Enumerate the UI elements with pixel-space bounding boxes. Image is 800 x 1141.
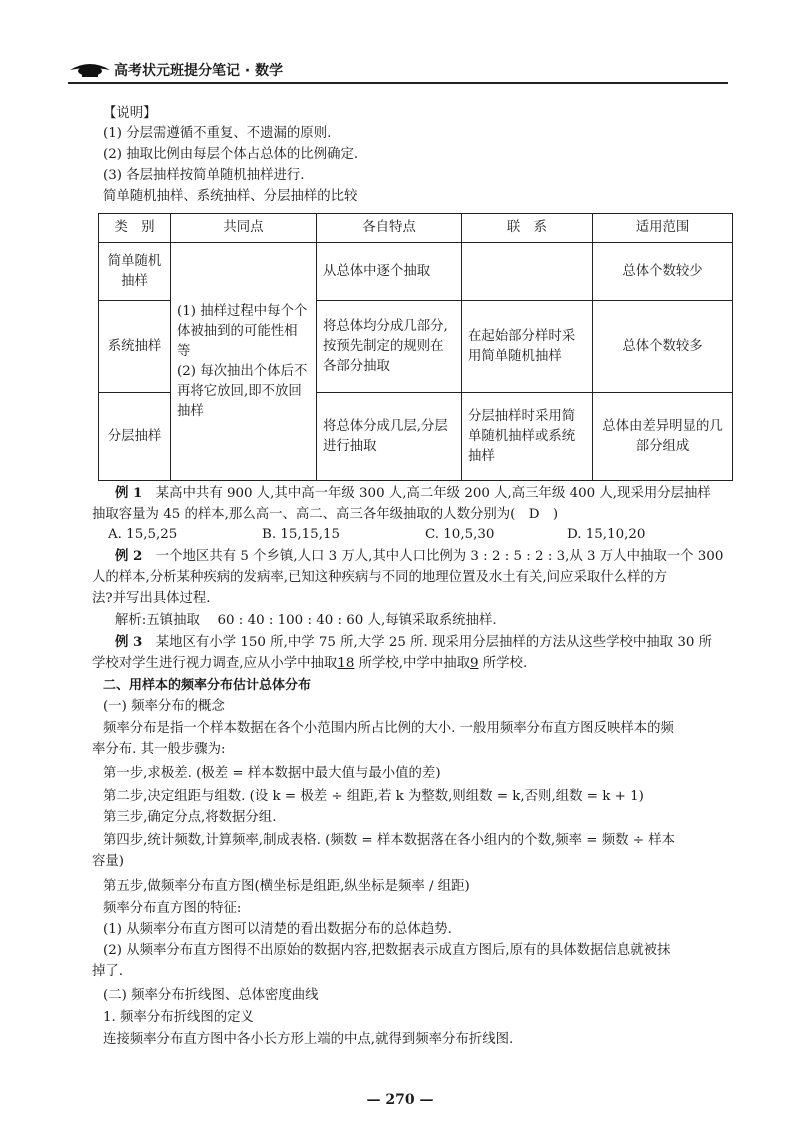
scope-cell: 总体个数较少	[593, 243, 733, 301]
example-3-label: 例 3	[115, 634, 143, 650]
category-cell: 分层抽样	[99, 393, 171, 481]
common-cell	[171, 243, 317, 481]
feature-2-continued: 掉了.	[92, 964, 124, 979]
section-2-title: 二、用样本的频率分布估计总体分布	[103, 678, 312, 693]
step-4: 第四步,统计频数,计算频率,制成表格. (频数 = 样本数据落在各小组内的个数,频率 = 频数 ÷ 样本	[103, 833, 676, 848]
example-2-line-3: 法?并写出具体过程.	[92, 591, 211, 606]
table-row	[99, 243, 733, 301]
definition-line-1: 频率分布是指一个样本数据在各个小范围内所占比例的大小. 一般用频率分布直方图反映样本的频	[103, 721, 674, 736]
feature-cell: 从总体中逐个抽取	[317, 243, 462, 301]
features-title: 频率分布直方图的特征:	[103, 901, 242, 916]
note-item-2: (2) 抽取比例由每层个体占总体的比例确定.	[103, 147, 359, 162]
example-1-option-a: A. 15,5,25	[108, 527, 178, 542]
step-4-continued: 容量)	[92, 854, 125, 869]
definition-line-2: 率分布. 其一般步骤为:	[92, 742, 226, 757]
definition-text: 连接频率分布直方图中各小长方形上端的中点,就得到频率分布折线图.	[103, 1032, 514, 1047]
category-cell: 系统抽样	[99, 301, 171, 393]
step-1: 第一步,求极差. (极差 = 样本数据中最大值与最小值的差)	[103, 766, 441, 781]
note-item-3: (3) 各层抽样按简单随机抽样进行.	[103, 168, 305, 183]
header-title: 高考状元班提分笔记 · 数学	[114, 63, 284, 79]
relation-cell	[462, 243, 593, 301]
primary-school-answer: 18	[337, 656, 355, 671]
example-1-option-d: D. 15,10,20	[567, 527, 646, 542]
feature-cell: 将总体均分成几部分,按预先制定的规则在各部分抽取	[317, 301, 462, 393]
example-2-label: 例 2	[115, 548, 143, 564]
feature-2: (2) 从频率分布直方图得不出原始的数据内容,把数据表示成直方图后,原有的具体数据信息就被抹	[103, 943, 671, 958]
example-1-option-c: C. 10,5,30	[425, 527, 495, 542]
header-category: 类 别	[99, 214, 171, 243]
header-feature: 各自特点	[317, 214, 462, 243]
example-2-line-1: 例 2 一个地区共有 5 个乡镇,人口 3 万人,其中人口比例为 3 : 2 : 5 : 2 : 3,从 3 万人中抽取一个 300	[115, 548, 724, 564]
common-point-2: (2) 每次抽出个体后不再将它放回,即不放回抽样	[177, 363, 308, 419]
example-1-line-1: 例 1 某高中共有 900 人,其中高一年级 300 人,高二年级 200 人,高三年级 400 人,现采用分层抽样	[115, 485, 711, 501]
section-2-sub-1: (一) 频率分布的概念	[103, 699, 225, 714]
graduation-cap-icon	[68, 58, 112, 80]
definition-heading: 1. 频率分布折线图的定义	[103, 1010, 254, 1025]
header-scope: 适用范围	[593, 214, 733, 243]
example-2-solution: 解析:五镇抽取 60 : 40 : 100 : 40 : 60 人,每镇采取系统抽样.	[115, 613, 497, 628]
step-3: 第三步,确定分点,将数据分组.	[103, 810, 277, 825]
feature-1: (1) 从频率分布直方图可以清楚的看出数据分布的总体趋势.	[103, 922, 452, 937]
table-header-row	[99, 214, 733, 243]
example-1-line-2: 抽取容量为 45 的样本,那么高一、高二、高三各年级抽取的人数分别为( D )	[92, 507, 559, 522]
step-5: 第五步,做频率分布直方图(横坐标是组距,纵坐标是频率 / 组距)	[103, 879, 470, 894]
step-2: 第二步,决定组距与组数. (设 k = 极差 ÷ 组距,若 k 为整数,则组数 = k,否则,组数 = k + 1)	[103, 789, 644, 804]
example-3-line-2: 学校对学生进行视力调查,应从小学中抽取18 所学校,中学中抽取9 所学校.	[92, 656, 528, 671]
example-1-label: 例 1	[115, 485, 143, 501]
page-header	[68, 56, 728, 82]
header-rule	[68, 82, 728, 84]
sampling-comparison-table	[98, 213, 733, 481]
relation-cell: 分层抽样时采用简单随机抽样或系统抽样	[462, 393, 593, 481]
section-2-sub-2: (二) 频率分布折线图、总体密度曲线	[103, 988, 319, 1003]
common-point-1: (1) 抽样过程中每个个体被抽到的可能性相等	[177, 303, 308, 359]
feature-cell: 将总体分成几层,分层进行抽取	[317, 393, 462, 481]
example-2-line-2: 人的样本,分析某种疾病的发病率,已知这种疾病与不同的地理位置及水土有关,问应采取什么样的方	[92, 570, 668, 585]
example-3-line-1: 例 3 某地区有小学 150 所,中学 75 所,大学 25 所. 现采用分层抽样的方法从这些学校中抽取 30 所	[115, 634, 713, 650]
table-caption: 简单随机抽样、系统抽样、分层抽样的比较	[103, 189, 358, 204]
header-common: 共同点	[171, 214, 317, 243]
relation-cell: 在起始部分样时采用简单随机抽样	[462, 301, 593, 393]
page-number: — 270 —	[366, 1092, 434, 1108]
scope-cell: 总体由差异明显的几部分组成	[593, 393, 733, 481]
header-relation: 联 系	[462, 214, 593, 243]
notes-title: 【说明】	[103, 106, 157, 121]
note-item-1: (1) 分层需遵循不重复、不遗漏的原则.	[103, 126, 332, 141]
category-cell: 简单随机抽样	[99, 243, 171, 301]
middle-school-answer: 9	[469, 656, 479, 671]
example-1-option-b: B. 15,15,15	[262, 527, 340, 542]
scope-cell: 总体个数较多	[593, 301, 733, 393]
